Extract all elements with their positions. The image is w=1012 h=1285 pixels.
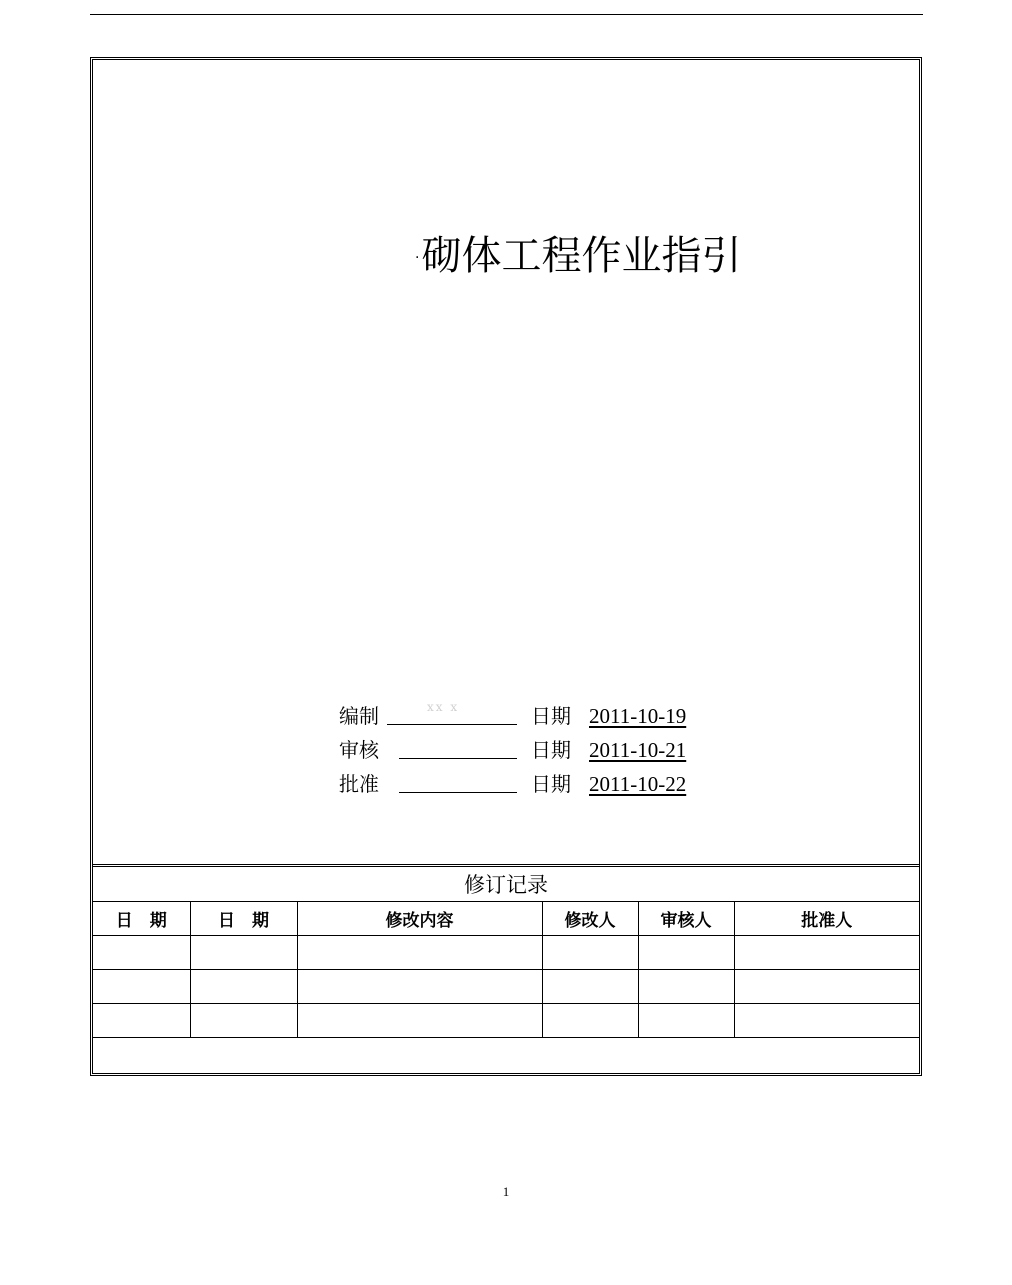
title-mark: · bbox=[415, 250, 420, 266]
table-row bbox=[93, 1004, 919, 1038]
revision-footer-row bbox=[93, 1038, 919, 1072]
approve-date-value: 2011-10-22 bbox=[589, 772, 687, 796]
approve-signer-field bbox=[399, 768, 517, 793]
compile-signer-field bbox=[387, 700, 517, 725]
page-number: 1 bbox=[502, 1184, 510, 1199]
table-cell bbox=[638, 970, 734, 1004]
review-signer-field bbox=[399, 734, 517, 759]
header-date-2: 日 期 bbox=[190, 902, 297, 936]
header-rule bbox=[90, 14, 923, 15]
signature-row-compile bbox=[339, 698, 686, 732]
header-change-content: 修改内容 bbox=[297, 902, 542, 936]
revision-table bbox=[93, 867, 919, 1071]
header-reviewer: 审核人 bbox=[638, 902, 734, 936]
table-cell bbox=[190, 1004, 297, 1038]
compile-signer-faint: xx x bbox=[427, 700, 460, 714]
table-cell bbox=[190, 970, 297, 1004]
document-frame bbox=[90, 57, 922, 1076]
signature-block bbox=[339, 698, 686, 800]
cover-area bbox=[93, 60, 919, 867]
table-cell bbox=[297, 936, 542, 970]
revision-caption-row bbox=[93, 867, 919, 902]
table-cell bbox=[638, 1004, 734, 1038]
document-title bbox=[415, 232, 741, 282]
table-cell bbox=[93, 936, 190, 970]
header-modifier: 修改人 bbox=[542, 902, 638, 936]
approve-label: 批准 bbox=[339, 772, 379, 796]
table-cell bbox=[93, 970, 190, 1004]
table-cell bbox=[638, 936, 734, 970]
compile-date-label: 日期 bbox=[531, 704, 571, 728]
revision-caption: 修订记录 bbox=[93, 867, 919, 902]
table-cell bbox=[297, 970, 542, 1004]
table-cell bbox=[297, 1004, 542, 1038]
header-date-1: 日 期 bbox=[93, 902, 190, 936]
table-cell bbox=[93, 1004, 190, 1038]
table-cell bbox=[542, 970, 638, 1004]
table-row bbox=[93, 936, 919, 970]
revision-footer-cell bbox=[93, 1038, 919, 1072]
table-cell bbox=[734, 1004, 919, 1038]
document-title-text: 砌体工程作业指引 bbox=[421, 233, 742, 279]
compile-date-value: 2011-10-19 bbox=[589, 704, 687, 728]
approve-date-label: 日期 bbox=[531, 772, 571, 796]
table-row bbox=[93, 970, 919, 1004]
review-date-value: 2011-10-21 bbox=[589, 738, 687, 762]
compile-label: 编制 bbox=[339, 704, 379, 728]
table-cell bbox=[542, 1004, 638, 1038]
signature-row-approve bbox=[339, 766, 686, 800]
review-date-label: 日期 bbox=[531, 738, 571, 762]
table-cell bbox=[734, 970, 919, 1004]
table-cell bbox=[734, 936, 919, 970]
revision-header-row bbox=[93, 902, 919, 936]
signature-row-review bbox=[339, 732, 686, 766]
review-label: 审核 bbox=[339, 738, 379, 762]
table-cell bbox=[190, 936, 297, 970]
header-approver: 批准人 bbox=[734, 902, 919, 936]
table-cell bbox=[542, 936, 638, 970]
